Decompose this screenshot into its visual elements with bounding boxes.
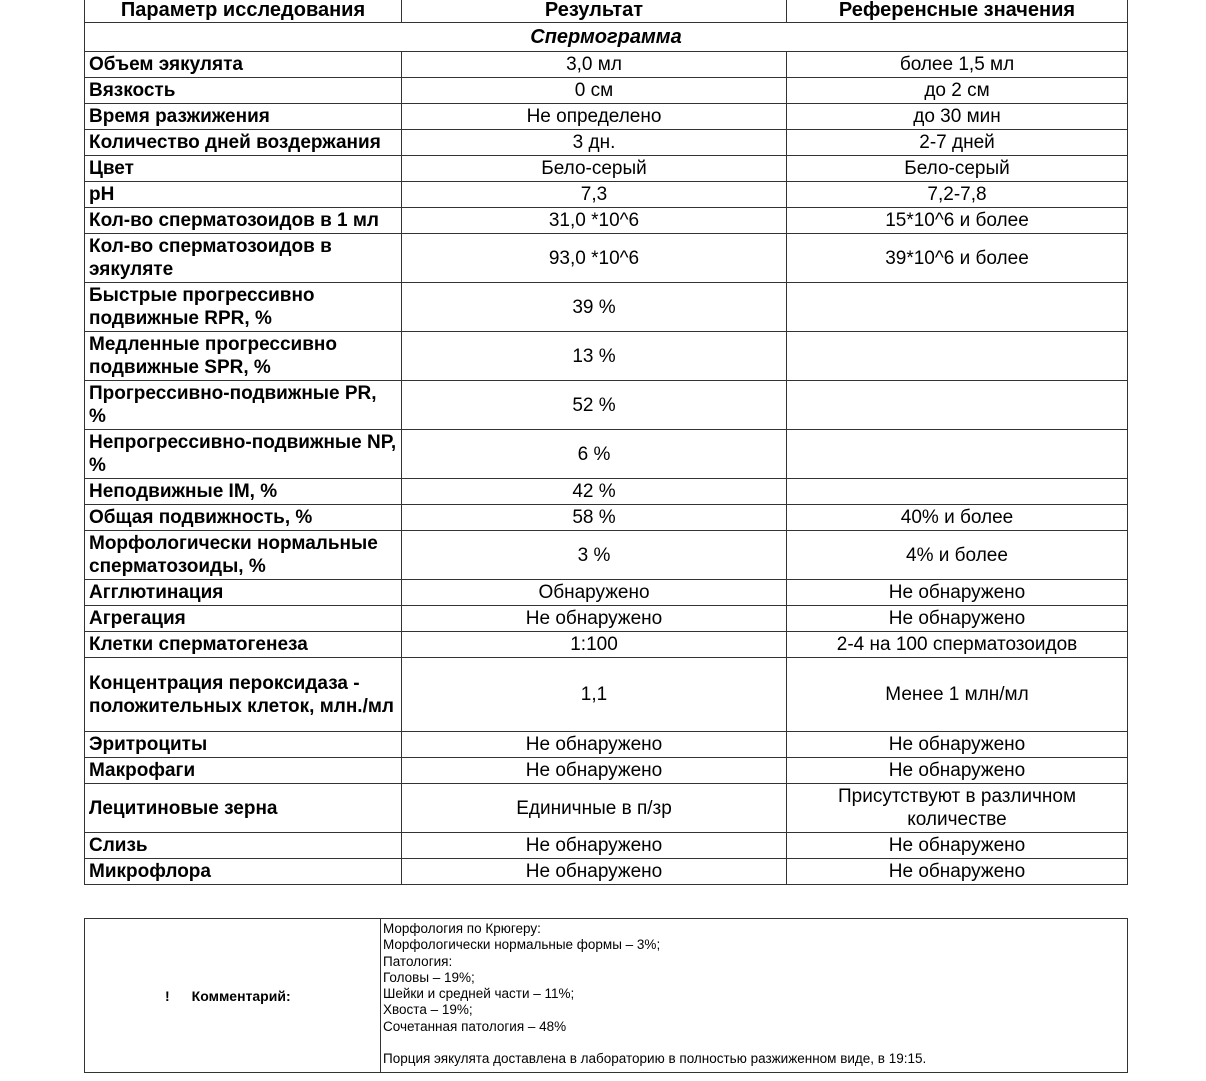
table-row: [85, 104, 1128, 130]
reference-cell: 7,2-7,8: [787, 182, 1128, 208]
table-row: [85, 430, 1128, 479]
result-cell: 7,3: [402, 182, 787, 208]
comment-line: [383, 1035, 926, 1051]
reference-cell: Не обнаружено: [787, 580, 1128, 606]
reference-cell: до 2 см: [787, 78, 1128, 104]
table-header-row: [85, 0, 1128, 23]
reference-cell: Не обнаружено: [787, 606, 1128, 632]
reference-cell: [787, 332, 1128, 381]
table-row: [85, 479, 1128, 505]
parameter-cell: pH: [85, 182, 402, 208]
result-cell: Не обнаружено: [402, 859, 787, 885]
parameter-cell: Морфологически нормальные сперматозоиды, %: [85, 531, 402, 580]
parameter-cell: Неподвижные IM, %: [85, 479, 402, 505]
table-row: [85, 580, 1128, 606]
parameter-cell: Концентрация пероксидаза - положительных клеток, млн./мл: [85, 658, 402, 732]
table-row: [85, 732, 1128, 758]
reference-cell: [787, 430, 1128, 479]
result-cell: Бело-серый: [402, 156, 787, 182]
result-cell: 39 %: [402, 283, 787, 332]
table-row: [85, 78, 1128, 104]
parameter-cell: Общая подвижность, %: [85, 505, 402, 531]
comment-text: [381, 919, 928, 1072]
parameter-cell: Слизь: [85, 833, 402, 859]
comment-label-cell: [85, 919, 381, 1072]
result-cell: 58 %: [402, 505, 787, 531]
table-row: [85, 234, 1128, 283]
parameter-cell: Агрегация: [85, 606, 402, 632]
spermogram-table: [84, 0, 1128, 885]
reference-cell: [787, 283, 1128, 332]
parameter-cell: Агглютинация: [85, 580, 402, 606]
table-row: [85, 52, 1128, 78]
reference-cell: Не обнаружено: [787, 859, 1128, 885]
header-result: Результат: [402, 0, 787, 23]
reference-cell: 2-7 дней: [787, 130, 1128, 156]
comment-line: Головы – 19%;: [383, 969, 475, 985]
reference-cell: 2-4 на 100 сперматозоидов: [787, 632, 1128, 658]
parameter-cell: Эритроциты: [85, 732, 402, 758]
reference-cell: Менее 1 млн/мл: [787, 658, 1128, 732]
reference-cell: [787, 381, 1128, 430]
parameter-cell: Количество дней воздержания: [85, 130, 402, 156]
table-row: [85, 606, 1128, 632]
table-row: [85, 758, 1128, 784]
result-cell: 3,0 мл: [402, 52, 787, 78]
reference-cell: до 30 мин: [787, 104, 1128, 130]
result-cell: 6 %: [402, 430, 787, 479]
comment-box: [84, 918, 1128, 1073]
parameter-cell: Лецитиновые зерна: [85, 784, 402, 833]
parameter-cell: Вязкость: [85, 78, 402, 104]
table-row: [85, 130, 1128, 156]
result-cell: Единичные в п/зр: [402, 784, 787, 833]
table-row: [85, 531, 1128, 580]
parameter-cell: Объем эякулята: [85, 52, 402, 78]
reference-cell: более 1,5 мл: [787, 52, 1128, 78]
reference-cell: 4% и более: [787, 531, 1128, 580]
reference-cell: Присутствуют в различном количестве: [787, 784, 1128, 833]
result-cell: 3 дн.: [402, 130, 787, 156]
reference-cell: 40% и более: [787, 505, 1128, 531]
table-row: [85, 381, 1128, 430]
parameter-cell: Микрофлора: [85, 859, 402, 885]
reference-cell: Не обнаружено: [787, 732, 1128, 758]
parameter-cell: Кол-во сперматозоидов в 1 мл: [85, 208, 402, 234]
comment-line: Патология:: [383, 953, 453, 969]
comment-line: Хвоста – 19%;: [383, 1002, 473, 1018]
result-cell: 1,1: [402, 658, 787, 732]
reference-cell: Не обнаружено: [787, 758, 1128, 784]
result-cell: Не определено: [402, 104, 787, 130]
comment-line: Шейки и средней части – 11%;: [383, 986, 575, 1002]
exclamation-mark: !: [165, 987, 170, 1004]
parameter-cell: Медленные прогрессивно подвижные SPR, %: [85, 332, 402, 381]
result-cell: Не обнаружено: [402, 758, 787, 784]
parameter-cell: Клетки сперматогенеза: [85, 632, 402, 658]
reference-cell: 39*10^6 и более: [787, 234, 1128, 283]
table-row: [85, 658, 1128, 732]
result-cell: 52 %: [402, 381, 787, 430]
parameter-cell: Прогрессивно-подвижные PR, %: [85, 381, 402, 430]
result-cell: 3 %: [402, 531, 787, 580]
result-cell: Не обнаружено: [402, 833, 787, 859]
result-cell: 1:100: [402, 632, 787, 658]
table-row: [85, 332, 1128, 381]
reference-cell: Бело-серый: [787, 156, 1128, 182]
table-row: [85, 156, 1128, 182]
reference-cell: Не обнаружено: [787, 833, 1128, 859]
parameter-cell: Макрофаги: [85, 758, 402, 784]
parameter-cell: Кол-во сперматозоидов в эякуляте: [85, 234, 402, 283]
table-row: [85, 182, 1128, 208]
table-row: [85, 283, 1128, 332]
comment-line: Сочетанная патология – 48%: [383, 1018, 567, 1034]
parameter-cell: Быстрые прогрессивно подвижные RPR, %: [85, 283, 402, 332]
parameter-cell: Цвет: [85, 156, 402, 182]
comment-line: Морфологически нормальные формы – 3%;: [383, 937, 661, 953]
result-cell: 31,0 *10^6: [402, 208, 787, 234]
comment-line: Морфология по Крюгеру:: [383, 921, 541, 936]
reference-cell: [787, 479, 1128, 505]
table-row: [85, 784, 1128, 833]
result-cell: 42 %: [402, 479, 787, 505]
table-row: [85, 833, 1128, 859]
table-row: [85, 632, 1128, 658]
section-title: Спермограмма: [85, 23, 1128, 52]
result-cell: 13 %: [402, 332, 787, 381]
result-cell: Обнаружено: [402, 580, 787, 606]
table-row: [85, 505, 1128, 531]
parameter-cell: Непрогрессивно-подвижные NP, %: [85, 430, 402, 479]
comment-line: Порция эякулята доставлена в лабораторию в полностью разжиженном виде, в 19:15.: [383, 1051, 927, 1067]
table-row: [85, 208, 1128, 234]
result-cell: Не обнаружено: [402, 732, 787, 758]
comment-label: Комментарий:: [191, 987, 291, 1004]
header-reference: Референсные значения: [787, 0, 1128, 23]
result-cell: 93,0 *10^6: [402, 234, 787, 283]
header-parameter: Параметр исследования: [85, 0, 402, 23]
reference-cell: 15*10^6 и более: [787, 208, 1128, 234]
table-row: [85, 859, 1128, 885]
parameter-cell: Время разжижения: [85, 104, 402, 130]
result-cell: 0 см: [402, 78, 787, 104]
result-cell: Не обнаружено: [402, 606, 787, 632]
section-row: [85, 23, 1128, 52]
